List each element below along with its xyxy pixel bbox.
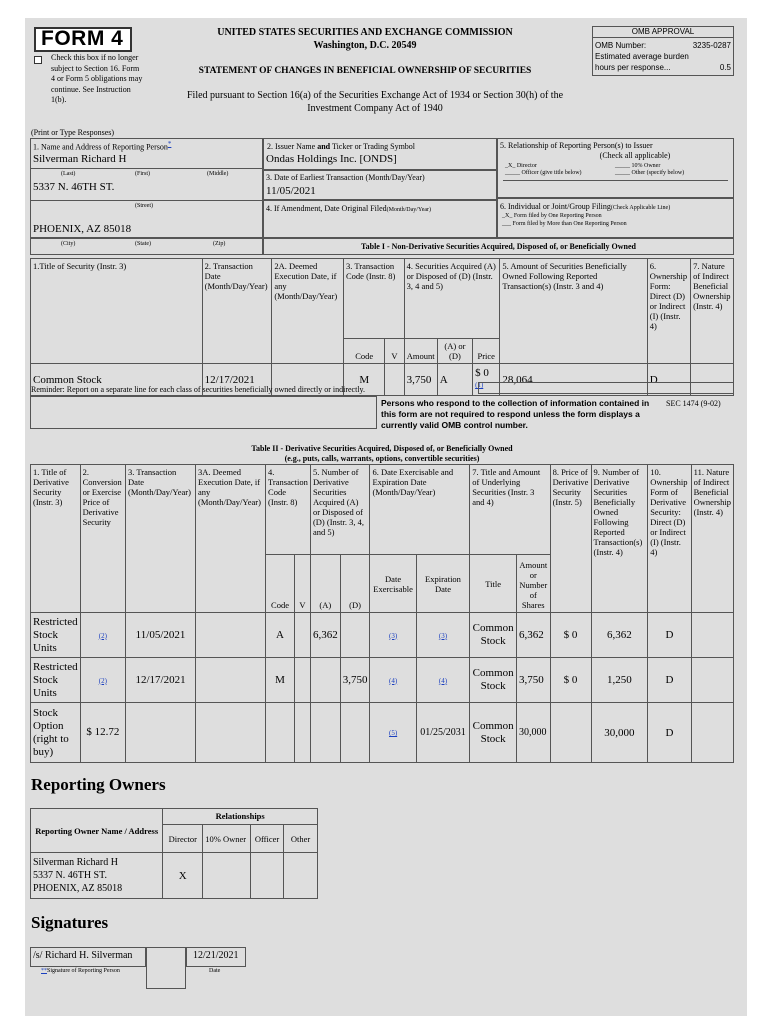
t2-r2-expiration-cell xyxy=(416,658,470,703)
omb-number-label: OMB Number: xyxy=(595,41,647,50)
t1-sub-price: Price xyxy=(473,339,500,364)
signature-date-value: 12/21/2021 xyxy=(193,950,239,961)
t2-r1-nature xyxy=(691,613,733,658)
t2-r1-underlying-title: Common Stock xyxy=(470,613,517,658)
t1-price-value: $ 0 xyxy=(475,367,489,379)
owners-col-other: Other xyxy=(284,825,318,853)
t2-r2-underlying-title: Common Stock xyxy=(470,658,517,703)
owner-name-address xyxy=(31,853,163,899)
box-5-title-rule xyxy=(503,180,728,181)
t2-r3-exercisable-cell xyxy=(370,703,416,763)
t2-col-deemed: 3A. Deemed Execution Date, if any (Month/Day/Year) xyxy=(196,465,266,613)
t2-r3-title: Stock Option (right to buy) xyxy=(31,703,81,763)
box-1-rule-2 xyxy=(30,200,263,201)
ten-percent-owner-option xyxy=(615,163,660,169)
signature-gap-box xyxy=(146,947,186,989)
officer-option xyxy=(505,170,582,176)
officer-label: Officer (give title below) xyxy=(521,170,582,176)
form-page xyxy=(25,18,747,1016)
box-1-rule-1 xyxy=(30,168,263,169)
t2-r1-underlying-amount: 6,362 xyxy=(516,613,550,658)
t2-col-form: 10. Ownership Form of Derivative Security: Direct (D) or Indirect (I) (Instr. 4) xyxy=(648,465,691,613)
t1-col-code: 3. Transaction Code (Instr. 8) xyxy=(344,259,405,339)
t2-sub-expiration: Expiration Date xyxy=(416,555,470,613)
t2-r2-v xyxy=(294,658,310,703)
t2-col-code: 4. Transaction Code (Instr. 8) xyxy=(266,465,311,555)
t2-r3-underlying-title: Common Stock xyxy=(470,703,517,763)
t2-r3-underlying-amount: 30,000 xyxy=(516,703,550,763)
t1-sub-a-or-d: (A) or (D) xyxy=(437,339,472,364)
table-2-title-1: Table II - Derivative Securities Acquired, Disposed of, or Beneficially Owned xyxy=(251,444,513,453)
street-address-value: 5337 N. 46TH ST. xyxy=(33,181,115,193)
t2-r2-date: 12/17/2021 xyxy=(126,658,196,703)
owners-col-name: Reporting Owner Name / Address xyxy=(31,809,163,853)
t2-sub-exercisable: Date Exercisable xyxy=(370,555,416,613)
print-or-type: (Print or Type Responses) xyxy=(31,128,115,137)
other-option xyxy=(615,170,684,176)
t2-r1-v xyxy=(294,613,310,658)
t1-date-value: 12/17/2021 xyxy=(202,364,272,396)
filed-pursuant-line-1: Filed pursuant to Section 16(a) of the Securities Exchange Act of 1934 or Section 30(h) of the xyxy=(186,90,564,101)
t2-col-nature: 11. Nature of Indirect Beneficial Ownership (Instr. 4) xyxy=(691,465,733,613)
omb-burden-value: 0.5 xyxy=(719,63,731,72)
t1-amount-value: 3,750 xyxy=(404,364,437,396)
t2-col-price: 8. Price of Derivative Security (Instr. 5) xyxy=(550,465,591,613)
sec-form-number: SEC 1474 (9-02) xyxy=(666,399,721,408)
t2-r3-exercisable-link[interactable]: (5) xyxy=(388,729,398,737)
t2-r2-exercisable-cell xyxy=(370,658,416,703)
t2-r1-code: A xyxy=(266,613,295,658)
owners-col-officer: Officer xyxy=(251,825,284,853)
earliest-transaction-date: 11/05/2021 xyxy=(266,185,316,197)
t2-r1-deemed xyxy=(196,613,266,658)
filed-pursuant-line-2: Investment Company Act of 1940 xyxy=(307,103,443,114)
omb-burden-label-1: Estimated average burden xyxy=(595,52,689,61)
t2-r3-conversion-cell xyxy=(80,703,125,763)
omb-title: OMB APPROVAL xyxy=(592,27,734,38)
reminder-text: Reminder: Report on a separate line for each class of securities beneficially owned directly or indirectly. xyxy=(31,385,366,394)
t2-r3-a xyxy=(310,703,340,763)
box-5-label: 5. Relationship of Reporting Person(s) to Issuer xyxy=(500,141,653,150)
t1-col-deemed: 2A. Deemed Execution Date, if any (Month/Day/Year) xyxy=(272,259,344,364)
no-longer-subject-checkbox[interactable] xyxy=(34,56,42,64)
t1-v-value xyxy=(385,364,404,396)
reporting-owners-table xyxy=(30,808,318,899)
checkbox-label: Check this box if no longer subject to Section 16. Form 4 or Form 5 obligations may continue. See Instruction 1(b). xyxy=(51,53,143,104)
t2-r2-code: M xyxy=(266,658,295,703)
t2-col-underlying: 7. Title and Amount of Underlying Securities (Instr. 3 and 4) xyxy=(470,465,550,555)
reminder-left-box xyxy=(30,396,377,429)
t2-r2-deemed xyxy=(196,658,266,703)
t2-col-conversion: 2. Conversion or Exercise Price of Derivative Security xyxy=(80,465,125,613)
last-name-caption: (Last) xyxy=(61,171,76,177)
owner-name: Silverman Richard H xyxy=(33,857,118,868)
t1-form-value: D xyxy=(647,364,690,396)
t1-sub-v: V xyxy=(385,339,404,364)
t2-r2-title: Restricted Stock Units xyxy=(31,658,81,703)
t1-col-date: 2. Transaction Date (Month/Day/Year) xyxy=(202,259,272,364)
form-title: FORM 4 xyxy=(41,27,124,50)
table-row xyxy=(31,613,734,658)
box-6-label-sub: (Check Applicable Line) xyxy=(610,205,671,211)
state-caption: (State) xyxy=(135,241,151,247)
t2-r2-price: $ 0 xyxy=(550,658,591,703)
box-5-sub: (Check all applicable) xyxy=(599,151,671,160)
t2-r2-nature xyxy=(691,658,733,703)
issuer-name-ticker: Ondas Holdings Inc. [ONDS] xyxy=(266,153,397,165)
city-state-zip-value: PHOENIX, AZ 85018 xyxy=(33,223,132,235)
persons-respond-text: Persons who respond to the collection of information contained in this form are not required to respond unless the form displays a currently valid OMB control number. xyxy=(381,398,650,430)
t2-r3-d xyxy=(340,703,370,763)
t1-sub-code: Code xyxy=(344,339,385,364)
t2-sub-v: V xyxy=(294,555,310,613)
t2-sub-title: Title xyxy=(470,555,517,613)
owner-ten-mark xyxy=(203,853,251,899)
statement-title: STATEMENT OF CHANGES IN BENEFICIAL OWNERSHIP OF SECURITIES xyxy=(198,66,532,76)
t2-r3-expiration: 01/25/2031 xyxy=(416,703,470,763)
t2-r2-owned: 1,250 xyxy=(591,658,648,703)
t2-col-exercisable: 6. Date Exercisable and Expiration Date (Month/Day/Year) xyxy=(370,465,470,555)
t2-r1-d xyxy=(340,613,370,658)
owner-director-mark: X xyxy=(163,853,203,899)
middle-name-caption: (Middle) xyxy=(207,171,229,177)
table-row xyxy=(31,853,318,899)
agency-location: Washington, D.C. 20549 xyxy=(313,40,417,51)
t2-r3-conversion: $ 12.72 xyxy=(86,726,120,738)
t2-sub-code: Code xyxy=(266,555,295,613)
t1-col-nature: 7. Nature of Indirect Beneficial Ownership (Instr. 4) xyxy=(691,259,734,364)
t2-r3-v xyxy=(294,703,310,763)
more-person-option: ___ Form filed by More than One Reporting Person xyxy=(502,221,627,227)
omb-burden-label-2: hours per response... xyxy=(595,63,671,72)
owners-col-director: Director xyxy=(163,825,203,853)
t2-r1-a: 6,362 xyxy=(310,613,340,658)
box-2-label-and: and xyxy=(317,142,331,151)
t2-r3-nature xyxy=(691,703,733,763)
table-1-title: Table I - Non-Derivative Securities Acquired, Disposed of, or Beneficially Owned xyxy=(361,242,636,251)
box-6-label-text: 6. Individual or Joint/Group Filing xyxy=(500,202,611,211)
signature-footnote-link[interactable]: ** xyxy=(41,968,47,974)
owners-col-relationships: Relationships xyxy=(163,809,318,825)
reminder-right-box xyxy=(478,382,734,394)
director-mark: _X_ xyxy=(505,163,516,169)
table-2-title-2: (e.g., puts, calls, warrants, options, convertible securities) xyxy=(284,454,480,463)
owner-officer-mark xyxy=(251,853,284,899)
t2-r1-footnote-link[interactable]: (2) xyxy=(98,631,107,640)
first-name-caption: (First) xyxy=(135,171,150,177)
box-3-label: 3. Date of Earliest Transaction (Month/Day/Year) xyxy=(266,173,425,182)
street-caption: (Street) xyxy=(135,203,153,209)
t2-r2-form: D xyxy=(648,658,691,703)
t2-sub-a: (A) xyxy=(310,555,340,613)
agency-name: UNITED STATES SECURITIES AND EXCHANGE COMMISSION xyxy=(217,27,513,38)
box-2-label xyxy=(267,142,415,151)
zip-caption: (Zip) xyxy=(213,241,226,247)
director-label: Director xyxy=(516,163,537,169)
owner-address-2: PHOENIX, AZ 85018 xyxy=(33,883,123,894)
officer-mark: _____ xyxy=(505,170,520,176)
t2-col-number: 5. Number of Derivative Securities Acquired (A) or Disposed of (D) (Instr. 3, 4, and 5) xyxy=(310,465,370,555)
t2-r1-date: 11/05/2021 xyxy=(126,613,196,658)
table-row xyxy=(31,658,734,703)
t2-r3-owned: 30,000 xyxy=(591,703,648,763)
date-caption: Date xyxy=(209,968,221,974)
other-label: Other (specify below) xyxy=(631,170,685,176)
box-1-label xyxy=(33,140,171,152)
signature-caption-text: Signature of Reporting Person xyxy=(47,968,120,974)
t2-r2-d: 3,750 xyxy=(340,658,370,703)
t1-owned-value: 28,064 xyxy=(500,364,647,396)
table-1-non-derivative xyxy=(30,258,734,396)
t2-r1-exercisable-link[interactable]: (3) xyxy=(388,631,398,640)
ten-percent-mark: _____ xyxy=(615,163,630,169)
other-mark: _____ xyxy=(615,170,630,176)
city-caption: (City) xyxy=(61,241,76,247)
t2-r2-footnote-link[interactable]: (2) xyxy=(98,676,107,685)
t2-r1-owned: 6,362 xyxy=(591,613,648,658)
t1-code-value: M xyxy=(344,364,385,396)
box-4-label xyxy=(266,204,431,213)
t1-sub-amount: Amount xyxy=(404,339,437,364)
director-option xyxy=(505,163,537,169)
t2-r3-deemed xyxy=(196,703,266,763)
t1-col-acquired: 4. Securities Acquired (A) or Disposed of (D) (Instr. 3, 4 and 5) xyxy=(404,259,500,339)
t2-r1-title: Restricted Stock Units xyxy=(31,613,81,658)
owner-other-mark xyxy=(284,853,318,899)
t1-title-value: Common Stock xyxy=(31,364,203,396)
t2-r1-expiration-cell xyxy=(416,613,470,658)
t2-col-owned: 9. Number of Derivative Securities Beneficially Owned Following Reported Transaction(s) (Instr. 4) xyxy=(591,465,648,613)
owners-col-ten: 10% Owner xyxy=(203,825,251,853)
box-1-label-text: 1. Name and Address of Reporting Person xyxy=(33,142,168,152)
t1-a-or-d-value: A xyxy=(437,364,472,396)
t2-sub-amount: Amount or Number of Shares xyxy=(516,555,550,613)
signatures-heading: Signatures xyxy=(31,913,109,932)
t2-col-date: 3. Transaction Date (Month/Day/Year) xyxy=(126,465,196,613)
one-person-option: _X_ Form filed by One Reporting Person xyxy=(502,213,602,219)
t1-price-footnote-link[interactable]: (1) xyxy=(475,381,484,389)
box-4-label-text: 4. If Amendment, Date Original Filed xyxy=(266,204,387,213)
t1-col-title: 1.Title of Security (Instr. 3) xyxy=(31,259,203,364)
reporting-owners-heading: Reporting Owners xyxy=(31,775,166,794)
t2-r2-expiration-link[interactable]: (4) xyxy=(438,676,448,685)
t2-sub-d: (D) xyxy=(340,555,370,613)
t2-r1-exercisable-cell xyxy=(370,613,416,658)
t2-col-title: 1. Title of Derivative Security (Instr. 3) xyxy=(31,465,81,613)
t1-col-form: 6. Ownership Form: Direct (D) or Indirect (I) (Instr. 4) xyxy=(647,259,690,364)
table-2-derivative xyxy=(30,464,734,763)
t2-r3-form: D xyxy=(648,703,691,763)
t2-r3-date xyxy=(126,703,196,763)
t2-r2-a xyxy=(310,658,340,703)
t2-r1-expiration-link[interactable]: (3) xyxy=(438,631,448,640)
t1-col-owned: 5. Amount of Securities Beneficially Owned Following Reported Transaction(s) (Instr. 3 and 4) xyxy=(500,259,647,364)
box-4-label-sub: (Month/Day/Year) xyxy=(386,207,432,213)
t2-r2-conversion-cell xyxy=(80,658,125,703)
box-6-label xyxy=(500,202,670,211)
box-1-footnote-link[interactable]: * xyxy=(167,140,172,148)
signature-value: /s/ Richard H. Silverman xyxy=(33,950,133,961)
table-row xyxy=(31,703,734,763)
t2-r1-price: $ 0 xyxy=(550,613,591,658)
t2-r1-form: D xyxy=(648,613,691,658)
reporting-person-name: Silverman Richard H xyxy=(33,153,127,165)
t2-r1-conversion-cell xyxy=(80,613,125,658)
ten-percent-label: 10% Owner xyxy=(631,163,661,169)
t2-r2-underlying-amount: 3,750 xyxy=(516,658,550,703)
signature-caption xyxy=(41,968,120,974)
t2-r2-exercisable-link[interactable]: (4) xyxy=(388,676,398,685)
box-2-label-b: Ticker or Trading Symbol xyxy=(330,142,416,151)
owner-address-1: 5337 N. 46TH ST. xyxy=(33,870,107,881)
omb-number-value: 3235-0287 xyxy=(692,41,731,50)
box-2-label-a: 2. Issuer Name xyxy=(267,142,318,151)
t2-r3-price xyxy=(550,703,591,763)
t2-r3-code xyxy=(266,703,295,763)
